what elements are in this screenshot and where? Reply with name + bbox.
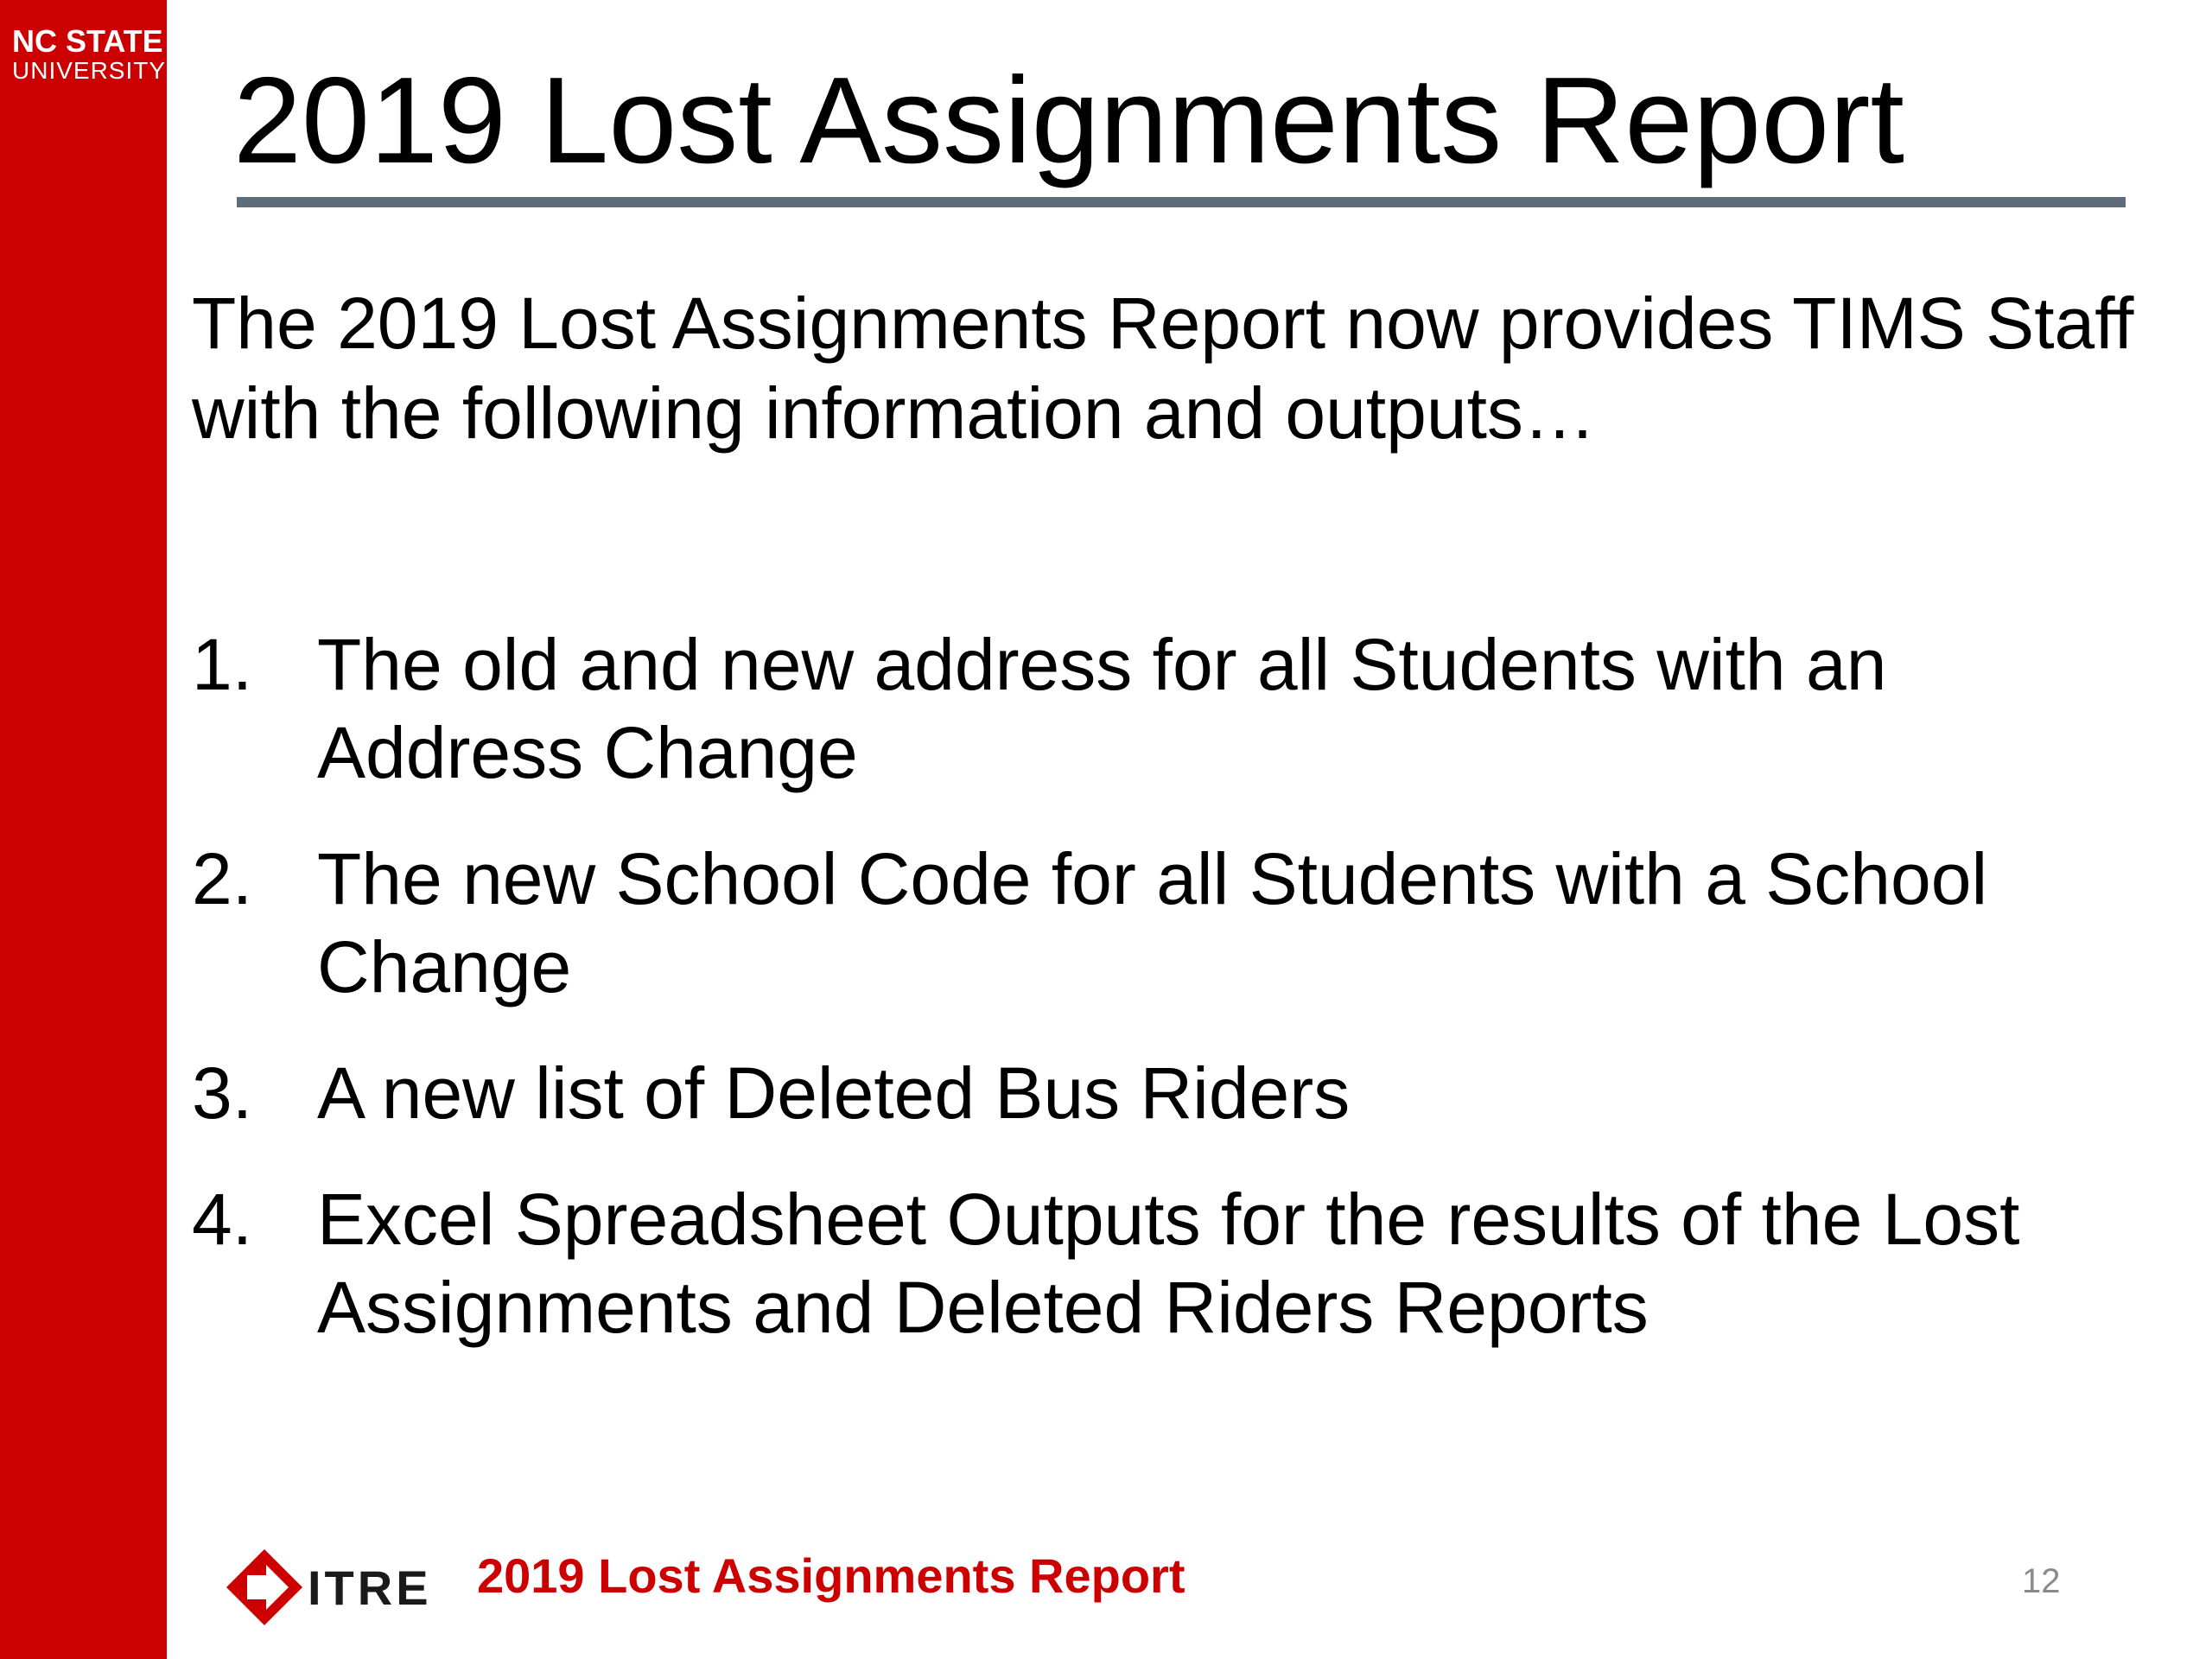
- nc-state-logo-line2: UNIVERSITY: [12, 57, 167, 84]
- nc-state-logo: [12, 23, 167, 84]
- list-item-text: The new School Code for all Students with a School Change: [317, 838, 1988, 1007]
- itre-logo-graphic: [221, 1544, 437, 1630]
- list-item-number: 1.: [192, 624, 253, 705]
- intro-paragraph: The 2019 Lost Assignments Report now provides TIMS Staff with the following information and outputs…: [192, 283, 2134, 454]
- list-item-text: A new list of Deleted Bus Riders: [317, 1052, 1351, 1134]
- list-item: [192, 620, 2145, 797]
- numbered-list: [192, 620, 2145, 1389]
- list-item: [192, 835, 2145, 1011]
- list-item-number: 4.: [192, 1179, 253, 1260]
- list-item-number: 2.: [192, 838, 253, 919]
- page-number: 12: [2022, 1562, 2061, 1600]
- footer-title: 2019 Lost Assignments Report: [477, 1548, 1185, 1603]
- list-item: [192, 1175, 2145, 1351]
- sidebar-band: [0, 0, 167, 1659]
- list-item-text: Excel Spreadsheet Outputs for the results of the Lost Assignments and Deleted Riders Reports: [317, 1179, 2020, 1348]
- itre-logo: [221, 1544, 437, 1630]
- title-divider: [237, 197, 2126, 207]
- list-item-text: The old and new address for all Students with an Address Change: [317, 624, 1887, 793]
- slide-title: 2019 Lost Assignments Report: [233, 52, 1904, 189]
- itre-logo-text: ITRE: [308, 1560, 432, 1615]
- nc-state-logo-line1: NC STATE: [12, 23, 163, 59]
- list-item: [192, 1049, 2145, 1137]
- list-item-number: 3.: [192, 1052, 253, 1134]
